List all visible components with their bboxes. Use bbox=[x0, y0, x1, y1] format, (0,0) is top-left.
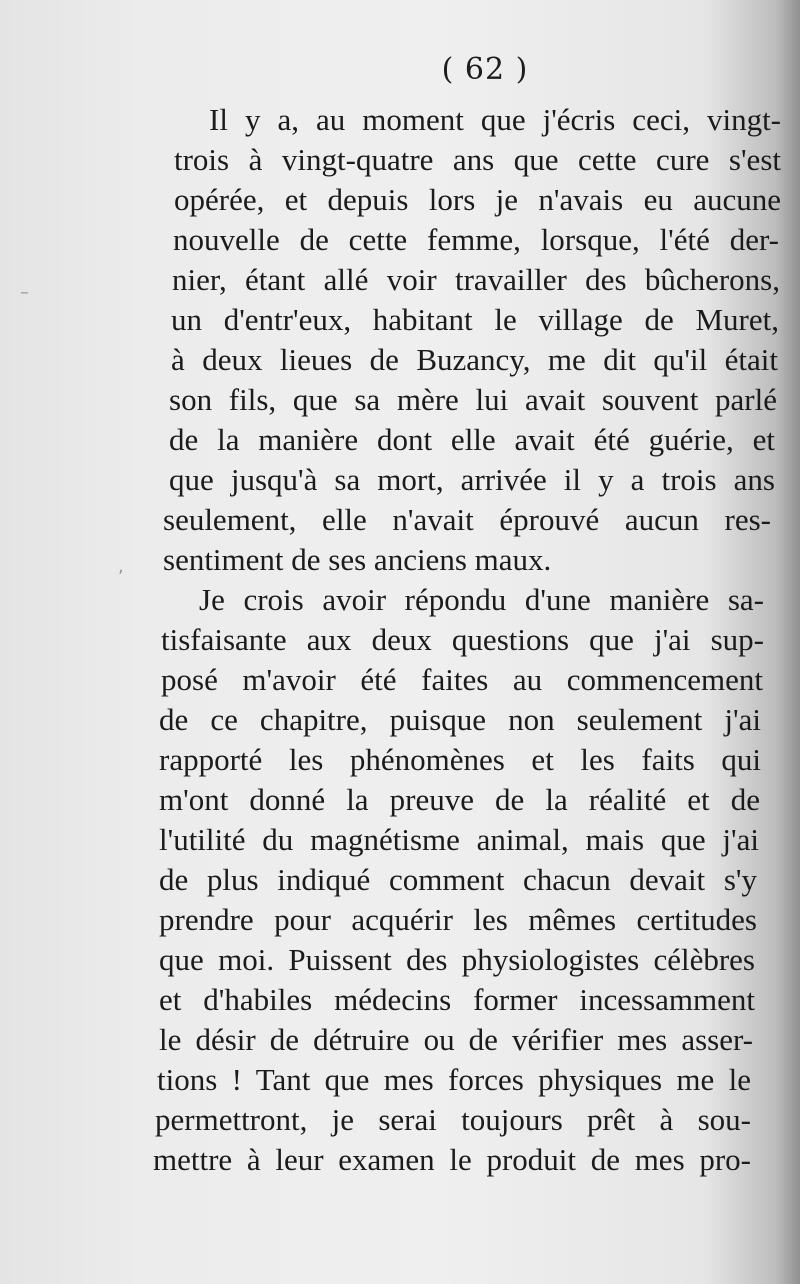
text-line: m'ont donné la preuve de la réalité et de bbox=[159, 782, 760, 817]
text-line: trois à vingt-quatre ans que cette cure s'est bbox=[174, 142, 781, 177]
text-line: son fils, que sa mère lui avait souvent parlé bbox=[169, 382, 777, 417]
text-line: de ce chapitre, puisque non seulement j'ai bbox=[159, 702, 761, 737]
text-line: Je crois avoir répondu d'une manière sa- bbox=[199, 582, 764, 617]
text-line: l'utilité du magnétisme animal, mais que j'ai bbox=[159, 822, 759, 857]
text-line: de la manière dont elle avait été guérie, et bbox=[169, 422, 775, 457]
text-line: tisfaisante aux deux questions que j'ai sup- bbox=[161, 622, 764, 657]
text-line: Il y a, au moment que j'écris ceci, vingt- bbox=[209, 102, 781, 137]
text-line: posé m'avoir été faites au commencement bbox=[161, 662, 763, 697]
margin-tick: , bbox=[118, 556, 124, 577]
text-line: nier, étant allé voir travailler des bûcherons, bbox=[172, 262, 780, 297]
text-line: mettre à leur examen le produit de mes pro- bbox=[153, 1142, 751, 1177]
body-text bbox=[153, 100, 781, 1180]
text-line: et d'habiles médecins former incessamment bbox=[159, 982, 755, 1017]
text-line: sentiment de ses anciens maux. bbox=[163, 542, 552, 577]
text-line: rapporté les phénomènes et les faits qui bbox=[159, 742, 761, 777]
text-line: que moi. Puissent des physiologistes célèbres bbox=[159, 942, 755, 977]
text-line: seulement, elle n'avait éprouvé aucun res- bbox=[163, 502, 771, 537]
text-line: à deux lieues de Buzancy, me dit qu'il était bbox=[171, 342, 778, 377]
text-line: nouvelle de cette femme, lorsque, l'été der- bbox=[173, 222, 779, 257]
page-number: ( 62 ) bbox=[441, 52, 529, 87]
text-line: tions ! Tant que mes forces physiques me le bbox=[157, 1062, 751, 1097]
text-line: de plus indiqué comment chacun devait s'y bbox=[159, 862, 757, 897]
text-line: le désir de détruire ou de vérifier mes asser- bbox=[159, 1022, 753, 1057]
text-line: opérée, et depuis lors je n'avais eu aucune bbox=[174, 182, 781, 217]
text-line: permettront, je serai toujours prêt à sou- bbox=[155, 1102, 751, 1137]
text-line: que jusqu'à sa mort, arrivée il y a trois ans bbox=[169, 462, 775, 497]
text-line: un d'entr'eux, habitant le village de Muret, bbox=[171, 302, 779, 337]
text-line: prendre pour acquérir les mêmes certitudes bbox=[159, 902, 757, 937]
margin-dash: – bbox=[20, 282, 29, 303]
